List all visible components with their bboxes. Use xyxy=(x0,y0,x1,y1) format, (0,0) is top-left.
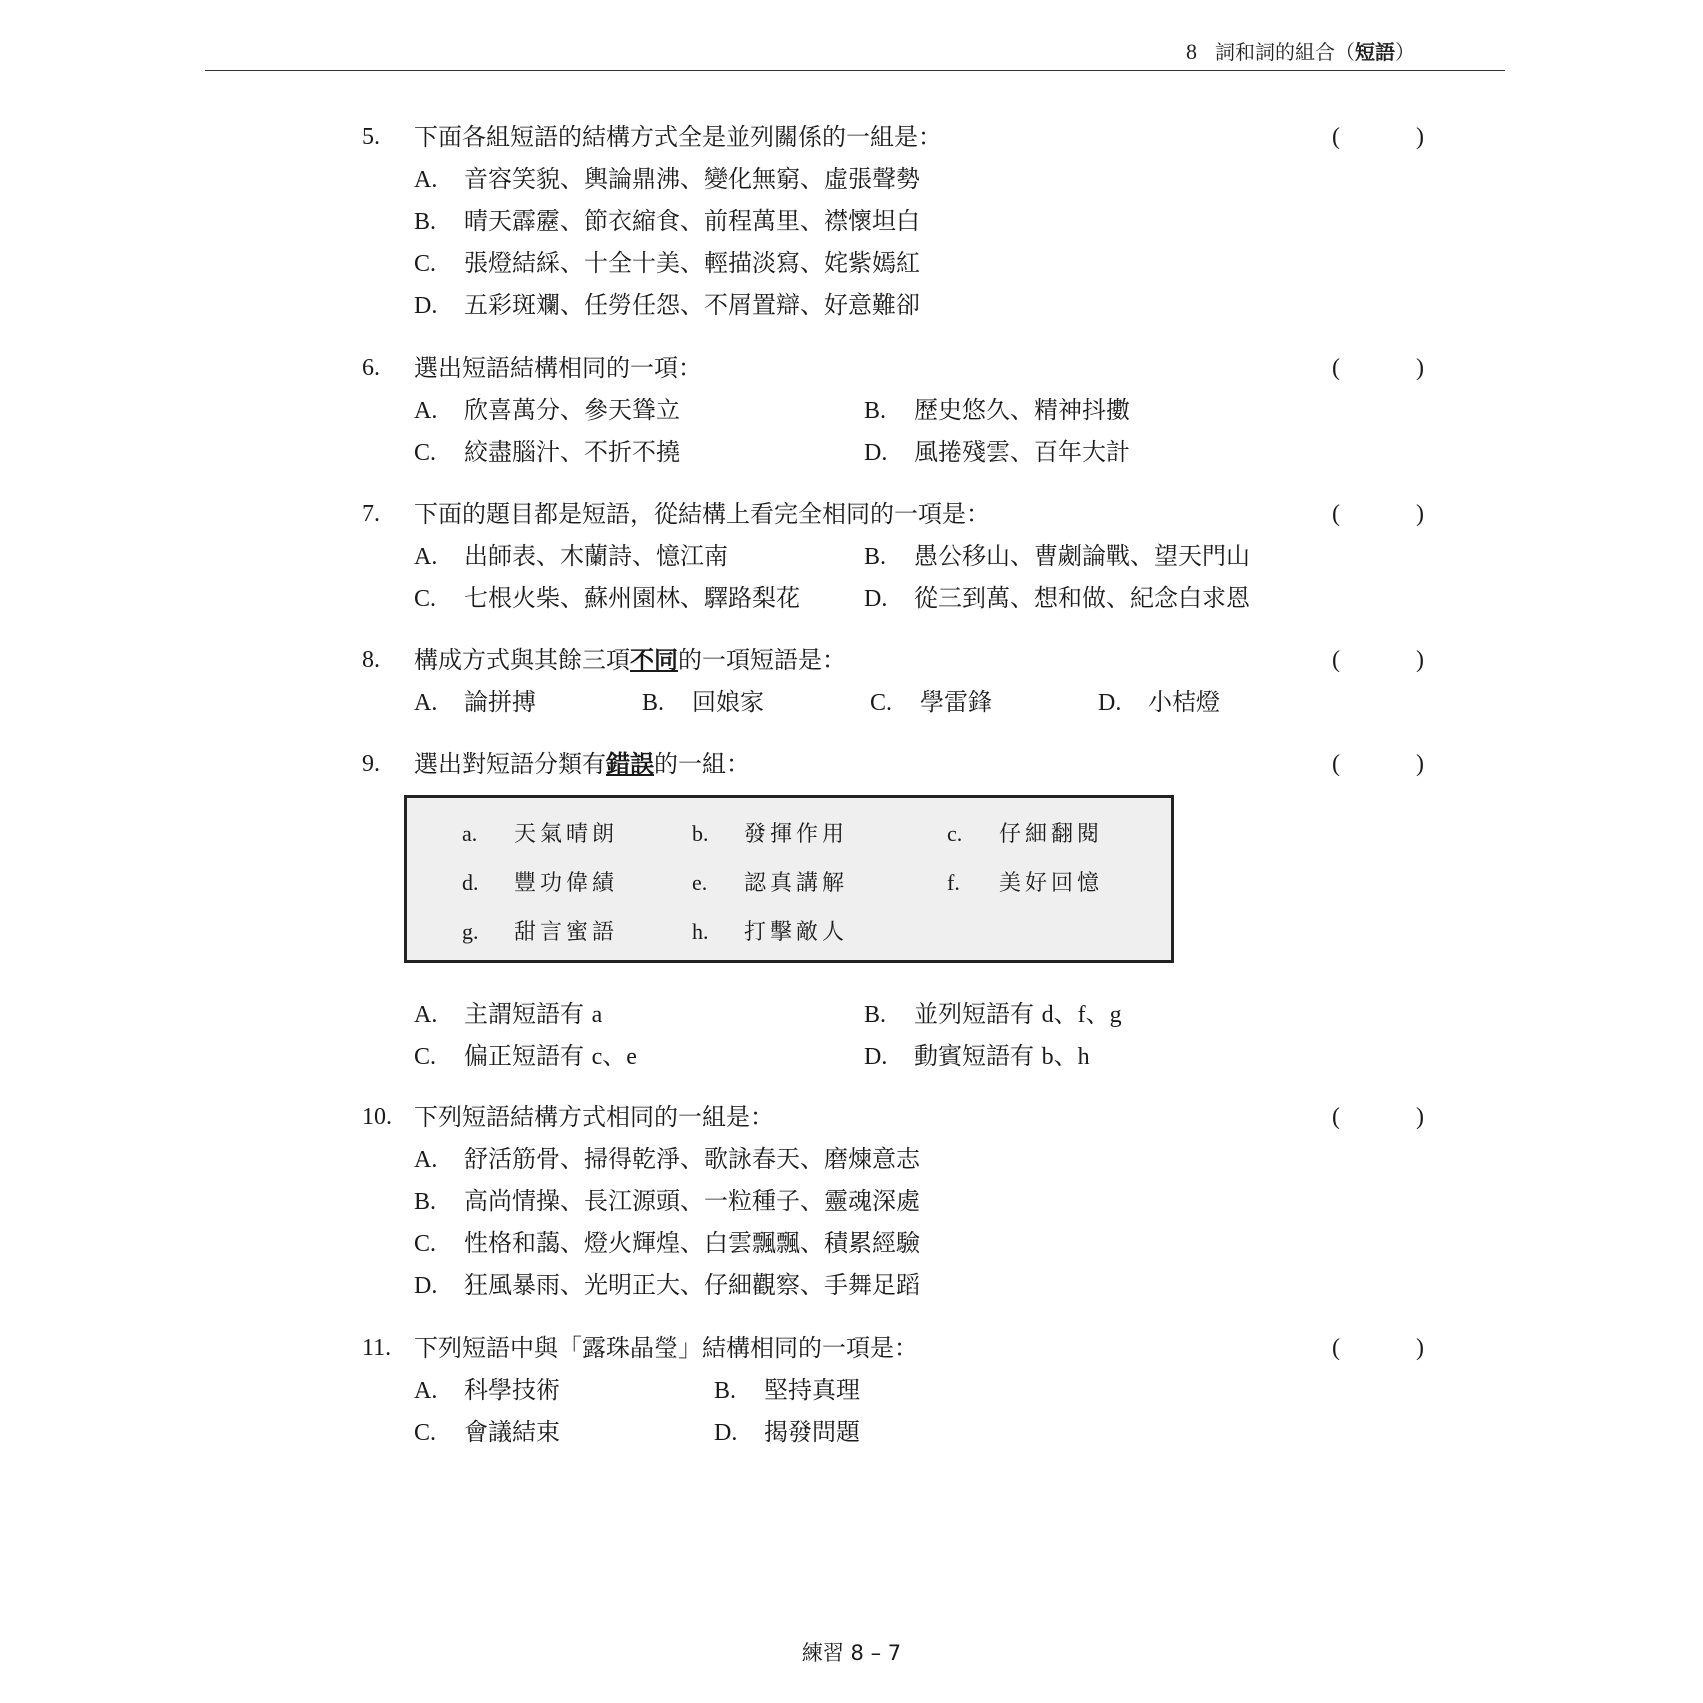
chapter-title: 詞和詞的組合 xyxy=(1215,40,1335,64)
option-text-zh: 主謂短語有 xyxy=(464,1000,584,1028)
bracket-open: ( xyxy=(1332,647,1340,673)
answer-blank[interactable] xyxy=(1332,1100,1424,1134)
bracket-close: ) xyxy=(1416,355,1424,381)
option-a[interactable] xyxy=(414,162,920,196)
option-d[interactable] xyxy=(714,1415,860,1449)
option-text-zh: 動賓短語有 xyxy=(914,1042,1034,1070)
emphasis-text: 不同 xyxy=(630,646,678,674)
option-letter: A. xyxy=(414,690,438,716)
option-text-latin: d、f、g xyxy=(1041,1002,1122,1028)
option-letter: C. xyxy=(414,440,437,466)
bracket-close: ) xyxy=(1416,647,1424,673)
phrase-letter: a. xyxy=(462,821,478,846)
option-letter: D. xyxy=(714,1420,738,1446)
option-letter: A. xyxy=(414,167,438,193)
chapter-heading xyxy=(1186,36,1415,65)
phrase-letter: c. xyxy=(947,821,963,846)
chapter-subtitle: 短語 xyxy=(1355,40,1395,64)
option-text: 張燈結綵、十全十美、輕描淡寫、姹紫嫣紅 xyxy=(464,249,920,277)
option-letter: C. xyxy=(414,1044,437,1070)
question-text: 下面各組短語的結構方式全是並列關係的一組是： xyxy=(414,123,942,151)
option-text: 堅持真理 xyxy=(764,1376,860,1404)
option-a[interactable] xyxy=(414,1142,920,1176)
option-text xyxy=(464,1042,637,1070)
option-c[interactable] xyxy=(414,435,680,469)
option-letter: B. xyxy=(864,544,887,570)
option-text: 愚公移山、曹劌論戰、望天門山 xyxy=(914,542,1250,570)
bracket-open: ( xyxy=(1332,1335,1340,1361)
question-number: 9. xyxy=(362,751,380,777)
option-text-latin: b、h xyxy=(1041,1044,1090,1070)
phrase-item-b xyxy=(692,817,848,848)
option-text: 五彩斑斕、任勞任怨、不屑置辯、好意難卻 xyxy=(464,291,920,319)
question-9-options xyxy=(362,997,1422,1077)
option-letter: D. xyxy=(864,440,888,466)
option-text xyxy=(464,1000,602,1028)
option-a[interactable] xyxy=(414,393,680,427)
option-text: 會議結束 xyxy=(464,1418,560,1446)
phrase-letter: h. xyxy=(692,919,709,944)
phrase-item-d xyxy=(462,866,618,897)
bracket-close: ) xyxy=(1416,751,1424,777)
option-letter: A. xyxy=(414,1147,438,1173)
option-text: 狂風暴雨、光明正大、仔細觀察、手舞足蹈 xyxy=(464,1271,920,1299)
option-text: 歷史悠久、精神抖擻 xyxy=(914,396,1130,424)
option-d[interactable] xyxy=(1098,685,1220,719)
option-letter: B. xyxy=(714,1378,737,1404)
option-text: 小桔燈 xyxy=(1148,688,1220,716)
option-letter: B. xyxy=(864,398,887,424)
phrase-letter: b. xyxy=(692,821,709,846)
option-b[interactable] xyxy=(414,204,920,238)
bracket-open: ( xyxy=(1332,355,1340,381)
phrase-item-h xyxy=(692,915,848,946)
option-a[interactable] xyxy=(414,997,602,1031)
question-number: 8. xyxy=(362,647,380,673)
option-letter: C. xyxy=(414,251,437,277)
option-letter: B. xyxy=(642,690,665,716)
option-d[interactable] xyxy=(864,435,1130,469)
option-text: 絞盡腦汁、不折不撓 xyxy=(464,438,680,466)
option-c[interactable] xyxy=(414,1415,560,1449)
option-text-zh: 偏正短語有 xyxy=(464,1042,584,1070)
phrase-letter: e. xyxy=(692,870,708,895)
option-b[interactable] xyxy=(414,1184,920,1218)
question-text-part: 的一組： xyxy=(654,750,750,778)
option-letter: A. xyxy=(414,1378,438,1404)
option-text: 回娘家 xyxy=(692,688,764,716)
option-b[interactable] xyxy=(864,393,1130,427)
option-text: 性格和藹、燈火輝煌、白雲飄飄、積累經驗 xyxy=(464,1229,920,1257)
phrase-text: 豐功偉績 xyxy=(514,871,619,896)
option-d[interactable] xyxy=(414,288,920,322)
bracket-close: ) xyxy=(1416,1335,1424,1361)
option-letter: B. xyxy=(414,1189,437,1215)
option-text: 高尚情操、長江源頭、一粒種子、靈魂深處 xyxy=(464,1187,920,1215)
option-b[interactable] xyxy=(864,997,1122,1031)
phrase-letter: g. xyxy=(462,919,479,944)
answer-blank[interactable] xyxy=(1332,497,1424,531)
option-text: 論拼搏 xyxy=(464,688,536,716)
question-text xyxy=(414,747,750,781)
phrase-text: 甜言蜜語 xyxy=(514,920,619,945)
bracket-open: ( xyxy=(1332,501,1340,527)
option-letter: A. xyxy=(414,398,438,424)
option-letter: C. xyxy=(870,690,893,716)
phrase-text: 發揮作用 xyxy=(744,822,849,847)
option-text: 出師表、木蘭詩、憶江南 xyxy=(464,542,728,570)
option-text xyxy=(914,1000,1122,1028)
answer-blank[interactable] xyxy=(1332,747,1424,781)
option-text-latin: c、e xyxy=(591,1044,637,1070)
option-a[interactable] xyxy=(414,1373,560,1407)
option-letter: C. xyxy=(414,1231,437,1257)
option-b[interactable] xyxy=(864,539,1250,573)
question-number: 5. xyxy=(362,124,380,150)
phrase-text: 天氣晴朗 xyxy=(514,822,619,847)
chapter-number: 8 xyxy=(1186,39,1197,64)
question-text: 選出短語結構相同的一項： xyxy=(414,354,702,382)
phrase-letter: d. xyxy=(462,870,479,895)
option-text-latin: a xyxy=(591,1002,603,1028)
bracket-close: ) xyxy=(1416,1104,1424,1130)
option-text: 七根火柴、蘇州園林、驛路梨花 xyxy=(464,584,800,612)
option-text: 欣喜萬分、參天聳立 xyxy=(464,396,680,424)
page-number: 練習 8 – 7 xyxy=(801,1641,902,1665)
question-number: 6. xyxy=(362,355,380,381)
option-text: 舒活筋骨、掃得乾淨、歌詠春天、磨煉意志 xyxy=(464,1145,920,1173)
phrase-item-g xyxy=(462,915,618,946)
option-letter: D. xyxy=(414,293,438,319)
phrase-item-a xyxy=(462,817,618,848)
option-c[interactable] xyxy=(414,1039,637,1073)
phrase-item-f xyxy=(947,866,1103,897)
question-number: 10. xyxy=(362,1104,392,1130)
chapter-sub-open: （ xyxy=(1335,40,1355,64)
option-letter: A. xyxy=(414,1002,438,1028)
option-text: 風捲殘雲、百年大計 xyxy=(914,438,1130,466)
phrase-text: 美好回憶 xyxy=(999,871,1104,896)
option-d[interactable] xyxy=(864,581,1250,615)
question-text: 下面的題目都是短語，從結構上看完全相同的一項是： xyxy=(414,500,990,528)
answer-blank[interactable] xyxy=(1332,351,1424,385)
bracket-open: ( xyxy=(1332,124,1340,150)
option-text: 從三到萬、想和做、紀念白求恩 xyxy=(914,584,1250,612)
option-c[interactable] xyxy=(414,246,920,280)
question-number: 7. xyxy=(362,501,380,527)
option-text: 科學技術 xyxy=(464,1376,560,1404)
question-text-part: 的一項短語是： xyxy=(678,646,846,674)
answer-blank[interactable] xyxy=(1332,643,1424,677)
option-text-zh: 並列短語有 xyxy=(914,1000,1034,1028)
question-text: 下列短語結構方式相同的一組是： xyxy=(414,1103,774,1131)
option-d[interactable] xyxy=(414,1268,920,1302)
option-letter: D. xyxy=(414,1273,438,1299)
option-letter: D. xyxy=(864,1044,888,1070)
option-a[interactable] xyxy=(414,685,536,719)
bracket-close: ) xyxy=(1416,501,1424,527)
option-c[interactable] xyxy=(870,685,992,719)
phrase-letter: f. xyxy=(947,870,960,895)
question-number: 11. xyxy=(362,1335,392,1361)
option-letter: D. xyxy=(864,586,888,612)
option-text: 音容笑貌、輿論鼎沸、變化無窮、虛張聲勢 xyxy=(464,165,920,193)
option-text: 晴天霹靂、節衣縮食、前程萬里、襟懷坦白 xyxy=(464,207,920,235)
phrase-text: 打擊敵人 xyxy=(744,920,849,945)
phrase-text: 認真講解 xyxy=(744,871,849,896)
question-text: 下列短語中與「露珠晶瑩」結構相同的一項是： xyxy=(414,1334,918,1362)
question-text-part: 構成方式與其餘三項 xyxy=(414,646,630,674)
chapter-sub-close: ） xyxy=(1395,40,1415,64)
answer-blank[interactable] xyxy=(1332,1331,1424,1365)
bracket-open: ( xyxy=(1332,1104,1340,1130)
option-text: 揭發問題 xyxy=(764,1418,860,1446)
option-text xyxy=(914,1042,1090,1070)
phrase-list-box xyxy=(404,795,1174,963)
answer-blank[interactable] xyxy=(1332,120,1424,154)
bracket-open: ( xyxy=(1332,751,1340,777)
option-letter: C. xyxy=(414,1420,437,1446)
option-b[interactable] xyxy=(714,1373,860,1407)
option-d[interactable] xyxy=(864,1039,1090,1073)
question-text xyxy=(414,643,846,677)
option-c[interactable] xyxy=(414,581,800,615)
phrase-item-e xyxy=(692,866,848,897)
page-header xyxy=(205,30,1505,71)
question-text-part: 選出對短語分類有 xyxy=(414,750,606,778)
option-a[interactable] xyxy=(414,539,728,573)
option-text: 學雷鋒 xyxy=(920,688,992,716)
option-letter: D. xyxy=(1098,690,1122,716)
phrase-item-c xyxy=(947,817,1103,848)
option-letter: C. xyxy=(414,586,437,612)
option-letter: B. xyxy=(864,1002,887,1028)
option-c[interactable] xyxy=(414,1226,920,1260)
option-b[interactable] xyxy=(642,685,764,719)
option-letter: A. xyxy=(414,544,438,570)
bracket-close: ) xyxy=(1416,124,1424,150)
phrase-text: 仔細翻閱 xyxy=(999,822,1104,847)
emphasis-text: 錯誤 xyxy=(606,750,654,778)
option-letter: B. xyxy=(414,209,437,235)
